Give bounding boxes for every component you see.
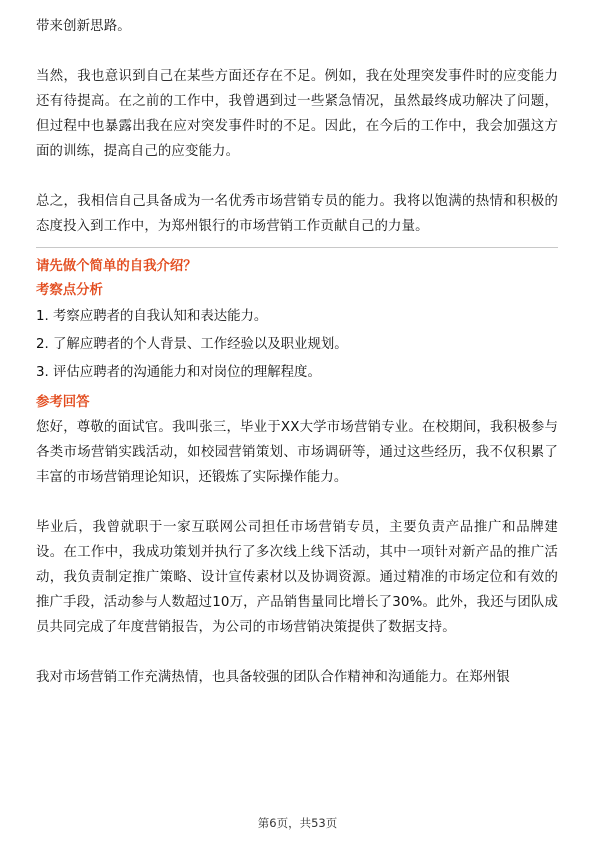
answer-title: 参考回答: [36, 395, 90, 410]
analysis-item: 2. 了解应聘者的个人背景、工作经验以及职业规划。: [36, 337, 348, 352]
paragraph-shortcomings: 当然，我也意识到自己在某些方面还存在不足。例如，我在处理突发事件时的应变能力还有待提高。在之前的工作中，我曾遇到过一些紧急情况，虽然最终成功解决了问题，但过程中也暴露出我在应对突发事件时的不足。因此，在今后的工作中，我会加强这方面的训练，提高自己的应变能力。: [36, 69, 558, 159]
paragraph-gap: [36, 640, 558, 665]
paragraph-gap: [36, 164, 558, 189]
analysis-item: 3. 评估应聘者的沟通能力和对岗位的理解程度。: [36, 365, 321, 380]
section-divider: [36, 247, 558, 248]
paragraph-continuation: 带来创新思路。: [36, 19, 131, 34]
paragraph-gap: [36, 490, 558, 515]
analysis-item: 1. 考察应聘者的自我认知和表达能力。: [36, 309, 268, 324]
paragraph-conclusion: 总之，我相信自己具备成为一名优秀市场营销专员的能力。我将以饱满的热情和积极的态度投入到工作中，为郑州银行的市场营销工作贡献自己的力量。: [36, 194, 558, 234]
answer-paragraph: 我对市场营销工作充满热情，也具备较强的团队合作精神和沟通能力。在郑州银: [36, 670, 510, 685]
analysis-title: 考察点分析: [36, 283, 103, 298]
paragraph-gap: [36, 39, 558, 64]
page-content: [36, 14, 558, 690]
answer-paragraph: 您好，尊敬的面试官。我叫张三，毕业于XX大学市场营销专业。在校期间，我积极参与各类市场营销实践活动，如校园营销策划、市场调研等，通过这些经历，我不仅积累了丰富的市场营销理论知识，还锻炼了实际操作能力。: [36, 420, 558, 485]
answer-paragraph: 毕业后，我曾就职于一家互联网公司担任市场营销专员，主要负责产品推广和品牌建设。在工作中，我成功策划并执行了多次线上线下活动，其中一项针对新产品的推广活动，我负责制定推广策略、设计宣传素材以及协调资源。通过精准的市场定位和有效的推广手段，活动参与人数超过10万，产品销售量同比增长了30%。此外，我还与团队成员共同完成了年度营销报告，为公司的市场营销决策提供了数据支持。: [36, 520, 558, 635]
interview-question: 请先做个简单的自我介绍？: [36, 259, 197, 274]
page-number-footer: 第6页，共53页: [257, 816, 338, 830]
